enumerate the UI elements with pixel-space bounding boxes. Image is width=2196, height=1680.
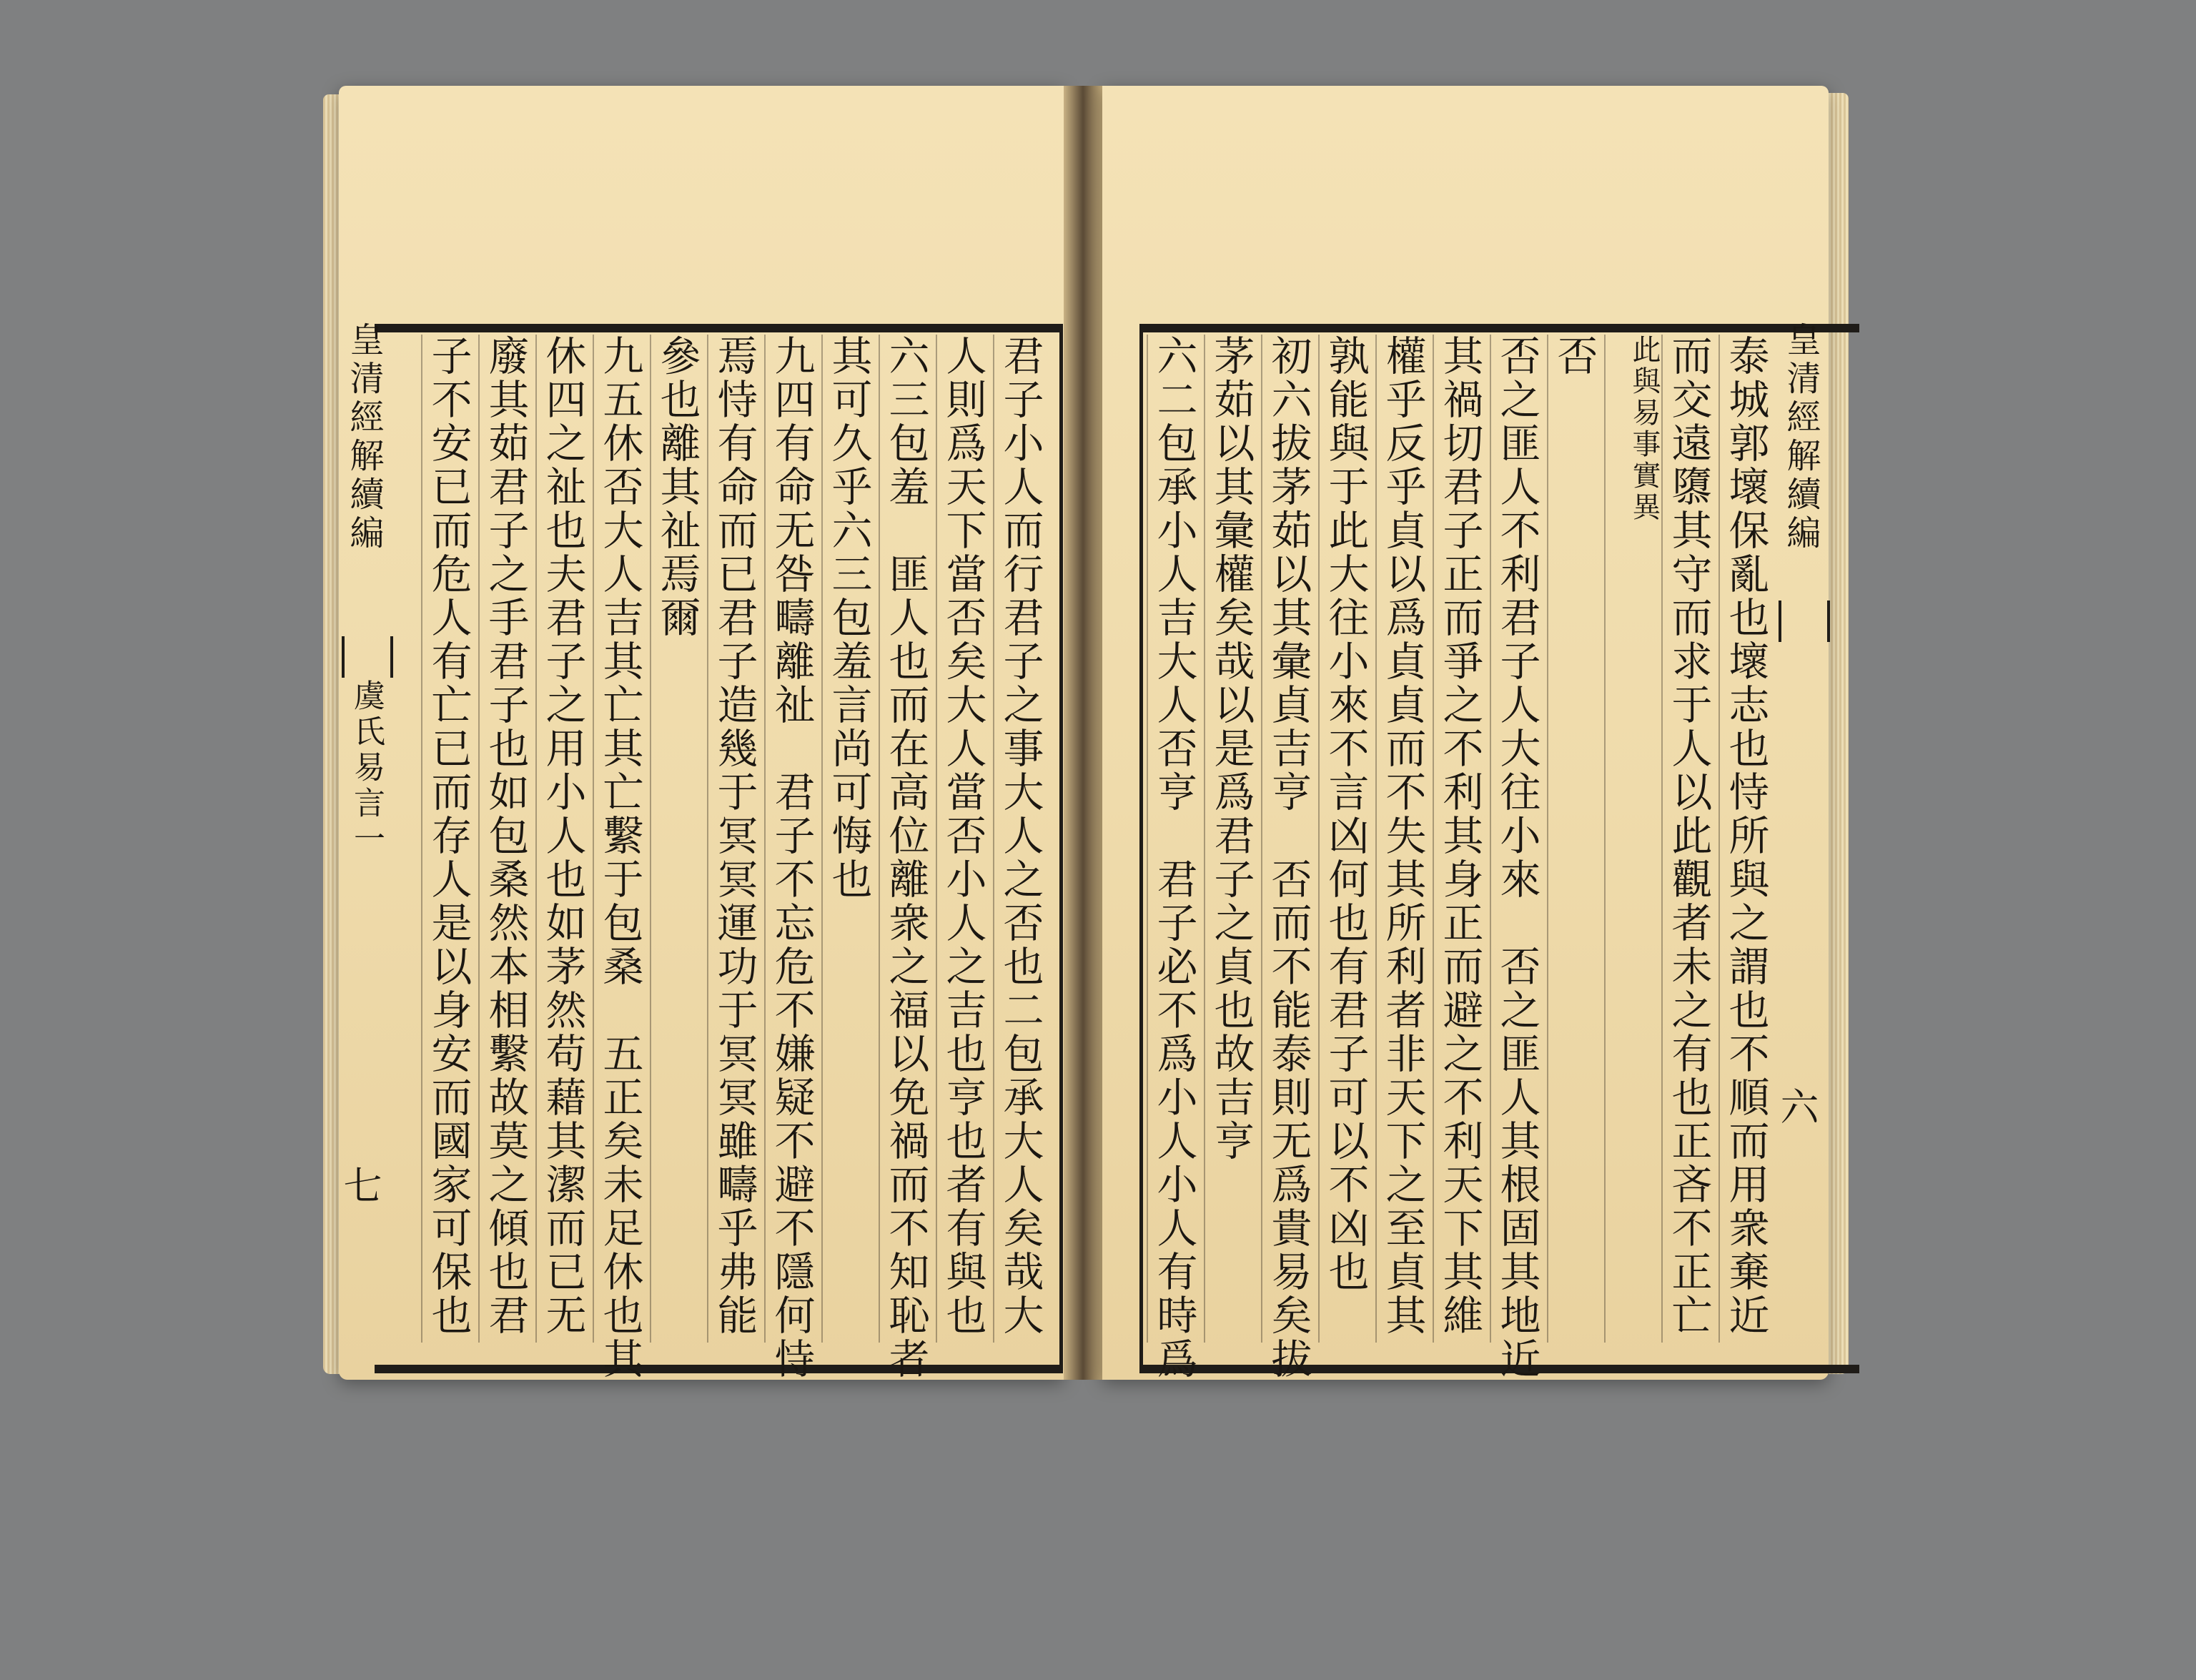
right-col-4-heading: 否: [1547, 335, 1600, 1343]
left-col-3: 六三包羞 匪人也而在高位離衆之福以免禍而不知恥者: [879, 335, 931, 1343]
right-col-1: 泰城郭壞保亂也壞志也恃所與之謂也不順而用衆棄近: [1718, 335, 1771, 1343]
right-col-8: 孰能與于此大往小來不言凶何也有君子可以不凶也: [1318, 335, 1371, 1343]
right-col-6: 其禍切君子正而爭之不利其身正而避之不利天下其維: [1433, 335, 1485, 1343]
left-page: [339, 86, 1064, 1380]
left-col-1: 君子小人而行君子之事大人之否也二包承大人矣哉大: [993, 335, 1046, 1343]
right-col-7: 權乎反乎貞以爲貞貞而不失其所利者非天下之至貞其: [1375, 335, 1428, 1343]
right-col-5: 否之匪人不利君子人大往小來 否之匪人其根固其地近: [1490, 335, 1543, 1343]
right-col-10: 茅茹以其彙權矣哉以是爲君子之貞也故吉亨: [1204, 335, 1257, 1343]
left-col-4: 其可久乎六三包羞言尚可悔也: [821, 335, 874, 1343]
left-margin-subtitle: 虞氏易言一: [348, 679, 385, 858]
left-col-7: 參也離其祉焉爾: [650, 335, 703, 1343]
right-col-9: 初六拔茅茹以其彙貞吉亨 否而不能泰則无爲貴易矣拔: [1261, 335, 1314, 1343]
right-col-2: 而交遠隳其守而求于人以此觀者未之有也正吝不正亡: [1661, 335, 1714, 1343]
right-margin-title: 皇清經解續編: [1781, 322, 1821, 553]
book-gutter: [1064, 86, 1102, 1380]
left-col-5: 九四有命无咎疇離祉 君子不忘危不嫌疑不避不隱何恃: [764, 335, 817, 1343]
left-col-8: 九五休否大人吉其亡其亡繫于包桑 五正矣未足休也其: [593, 335, 646, 1343]
left-col-11: 子不安已而危人有亡已而存人是以身安而國家可保也: [421, 335, 474, 1343]
left-margin-title: 皇清經解續編: [344, 322, 384, 553]
right-page-number: 六: [1774, 1087, 1819, 1125]
left-fold-mark: [342, 636, 393, 678]
right-page: [1102, 86, 1829, 1380]
book-spread: [323, 86, 1850, 1380]
right-col-3-note: 此與易事實異: [1604, 335, 1657, 1343]
left-col-9: 休四之祉也夫君子之用小人也如茅然苟藉其潔而已无: [535, 335, 588, 1343]
right-fold-mark: [1779, 601, 1830, 642]
left-col-2: 人則爲天下當否矣大人當否小人之吉也亨也者有與也: [936, 335, 989, 1343]
left-col-10: 廢其茹君子之手君子也如包桑然本相繫故莫之傾也君: [478, 335, 531, 1343]
right-col-11: 六二包承小人吉大人否亨 君子必不爲小人小人有時爲: [1147, 335, 1200, 1343]
left-page-number: 七: [337, 1165, 382, 1204]
left-col-6: 焉恃有命而已君子造幾于冥冥運功于冥冥雖疇乎弗能: [707, 335, 760, 1343]
